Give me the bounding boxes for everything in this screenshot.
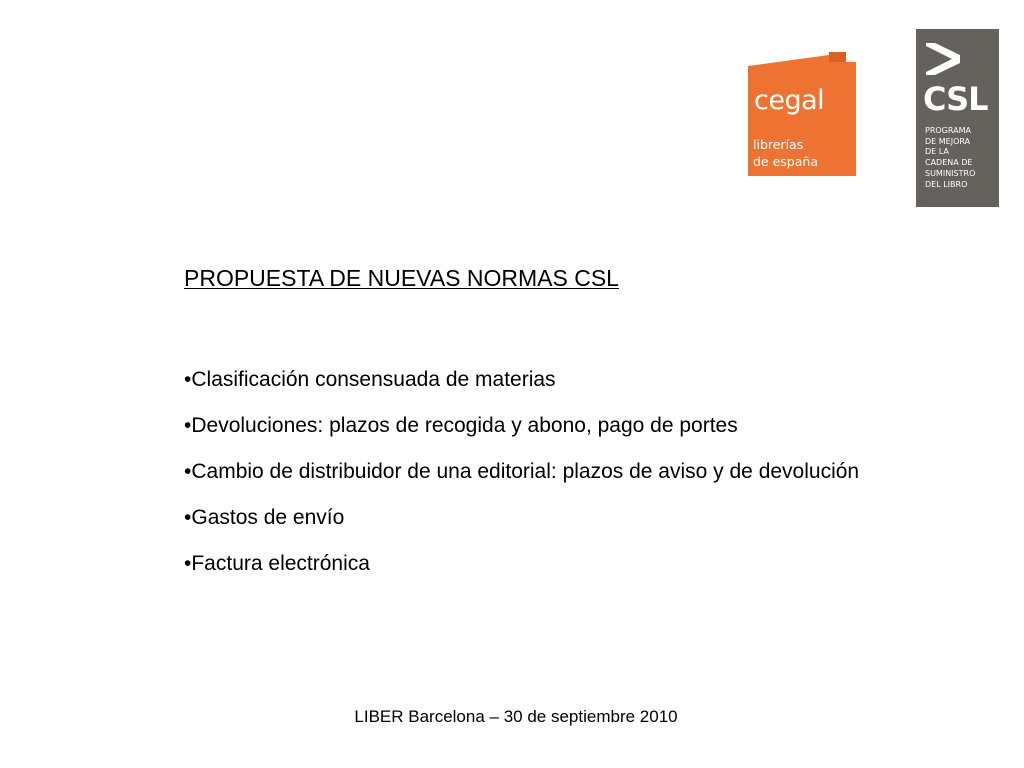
bullet-text: Clasificación consensuada de materias: [191, 368, 556, 391]
bullet-glyph: •: [184, 460, 192, 483]
slide-footer: LIBER Barcelona – 30 de septiembre 2010: [354, 707, 678, 726]
bullet-list: [184, 364, 874, 594]
csl-logo-wordmark: CSL: [923, 80, 988, 118]
bullet-item: [184, 410, 874, 441]
cegal-logo-wordmark: cegal: [754, 85, 825, 116]
cegal-logo: [748, 52, 856, 176]
bullet-text: Gastos de envío: [191, 506, 345, 529]
csl-logo-tagline: [925, 126, 975, 190]
bullet-item: [184, 456, 874, 487]
bullet-item: [184, 502, 874, 533]
csl-tagline-line: PROGRAMA: [925, 126, 971, 135]
cegal-logo-tagline: [753, 136, 818, 170]
bullet-text: Cambio de distribuidor de una editorial: plazos de aviso y de devolución: [191, 460, 860, 483]
cegal-tagline-line-1: librerías: [753, 137, 804, 152]
bullet-glyph: •: [184, 552, 192, 575]
bullet-item: [184, 548, 874, 579]
csl-tagline-line: DE LA: [925, 147, 949, 157]
csl-logo: [916, 29, 999, 207]
cegal-tagline-line-2: de españa: [753, 154, 818, 169]
bullet-glyph: •: [184, 368, 192, 391]
csl-tagline-line: CADENA DE: [925, 158, 973, 168]
slide-title: PROPUESTA DE NUEVAS NORMAS CSL: [184, 265, 619, 291]
csl-tagline-line: DE MEJORA: [925, 136, 971, 146]
csl-tagline-line: DEL LIBRO: [925, 179, 968, 189]
bullet-glyph: •: [184, 506, 192, 529]
csl-chevron-icon: [926, 43, 960, 75]
csl-tagline-line: SUMINISTRO: [925, 168, 976, 178]
bullet-text: Factura electrónica: [191, 552, 370, 575]
bullet-text: Devoluciones: plazos de recogida y abono, pago de portes: [191, 414, 738, 437]
bullet-item: [184, 364, 874, 395]
bullet-glyph: •: [184, 414, 192, 437]
